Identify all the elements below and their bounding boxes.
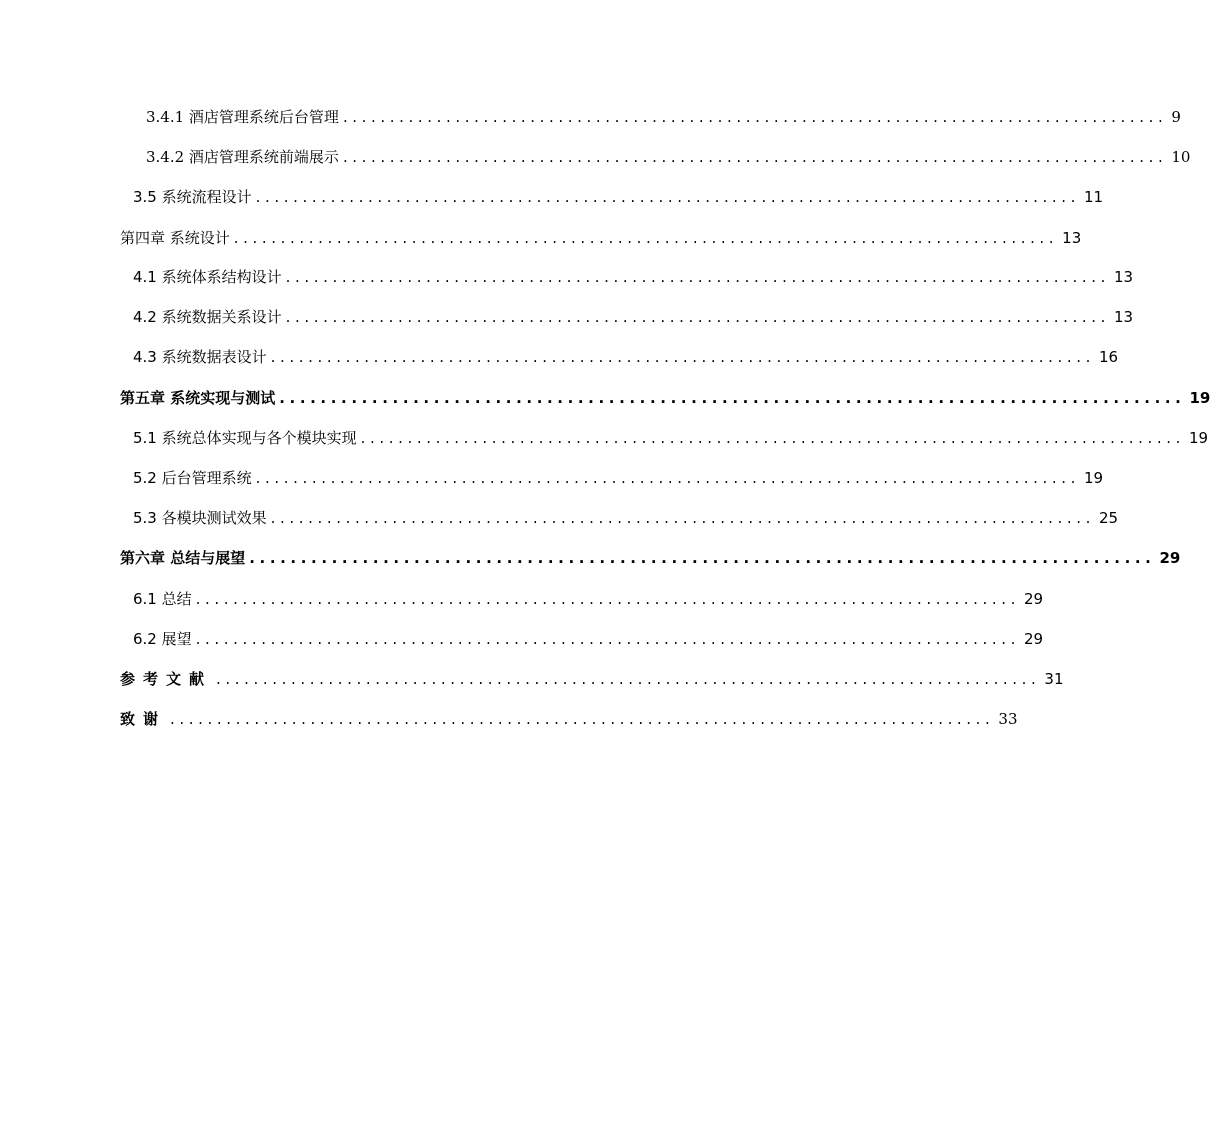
toc-entry-title: 4.3 系统数据表设计 — [133, 348, 267, 366]
toc-entry-title: 第六章 总结与展望 — [120, 549, 246, 567]
toc-entry-5-1[interactable] — [133, 428, 1209, 448]
toc-entry-page: 10 — [1171, 148, 1191, 166]
toc-entry-title: 5.3 各模块测试效果 — [133, 509, 267, 527]
toc-dot-leader: ........................................................................................ — [216, 670, 1041, 688]
toc-entry-title: 第五章 系统实现与测试 — [120, 389, 276, 407]
toc-entry-5-3[interactable] — [133, 508, 1119, 528]
toc-dot-leader: ........................................................................................ — [360, 429, 1186, 447]
toc-entry-page: 9 — [1171, 108, 1181, 126]
toc-dot-leader: ........................................................................................ — [285, 308, 1111, 326]
toc-entry-page: 33 — [998, 710, 1018, 728]
toc-entry-4-3[interactable] — [133, 347, 1119, 367]
toc-entry-4-2[interactable] — [133, 307, 1134, 327]
toc-entry-references[interactable] — [120, 669, 1064, 689]
toc-dot-leader: ........................................................................................ — [249, 549, 1156, 567]
toc-entry-title: 3.5 系统流程设计 — [133, 188, 252, 206]
toc-dot-leader: ........................................................................................ — [279, 389, 1186, 407]
toc-entry-3-4-2[interactable] — [146, 147, 1191, 167]
toc-dot-leader: ........................................................................................ — [255, 188, 1081, 206]
toc-dot-leader: ........................................................................................ — [233, 229, 1059, 247]
toc-entry-page: 19 — [1189, 389, 1210, 407]
toc-dot-leader: ........................................................................................ — [195, 590, 1021, 608]
toc-dot-leader: ........................................................................................ — [195, 630, 1021, 648]
toc-entry-title: 3.4.1 酒店管理系统后台管理 — [146, 108, 339, 126]
toc-entry-4-1[interactable] — [133, 267, 1134, 287]
toc-entry-chapter-4[interactable] — [120, 228, 1082, 248]
toc-entry-title: 4.2 系统数据关系设计 — [133, 308, 282, 326]
toc-entry-acknowledgements[interactable] — [120, 709, 1018, 729]
toc-entry-page: 31 — [1044, 670, 1064, 688]
toc-entry-title: 5.1 系统总体实现与各个模块实现 — [133, 429, 357, 447]
toc-entry-page: 13 — [1062, 229, 1082, 247]
toc-entry-title: 6.1 总结 — [133, 590, 192, 608]
toc-dot-leader: ........................................................................................ — [270, 509, 1096, 527]
toc-dot-leader: ........................................................................................ — [170, 710, 995, 728]
toc-dot-leader: ........................................................................................ — [255, 469, 1081, 487]
toc-entry-title: 6.2 展望 — [133, 630, 192, 648]
toc-entry-title: 参考文献 — [120, 670, 213, 688]
toc-entry-page: 19 — [1189, 429, 1209, 447]
toc-entry-chapter-6[interactable] — [120, 548, 1181, 568]
toc-entry-page: 29 — [1024, 590, 1044, 608]
toc-entry-page: 19 — [1084, 469, 1104, 487]
toc-dot-leader: ........................................................................................ — [285, 268, 1111, 286]
toc-entry-3-5[interactable] — [133, 187, 1104, 207]
toc-entry-6-2[interactable] — [133, 629, 1044, 649]
toc-entry-page: 11 — [1084, 188, 1104, 206]
toc-entry-page: 29 — [1159, 549, 1181, 567]
toc-entry-title: 致谢 — [120, 710, 167, 728]
toc-dot-leader: ........................................................................................ — [342, 108, 1168, 126]
toc-dot-leader: ........................................................................................ — [270, 348, 1096, 366]
toc-entry-5-2[interactable] — [133, 468, 1104, 488]
toc-entry-title: 3.4.2 酒店管理系统前端展示 — [146, 148, 339, 166]
toc-entry-page: 25 — [1099, 509, 1119, 527]
toc-entry-page: 29 — [1024, 630, 1044, 648]
toc-entry-chapter-5[interactable] — [120, 388, 1210, 408]
toc-entry-page: 16 — [1099, 348, 1119, 366]
toc-entry-page: 13 — [1114, 308, 1134, 326]
toc-entry-page: 13 — [1114, 268, 1134, 286]
toc-entry-title: 第四章 系统设计 — [120, 229, 230, 247]
toc-entry-3-4-1[interactable] — [146, 107, 1181, 127]
toc-entry-title: 4.1 系统体系结构设计 — [133, 268, 282, 286]
toc-dot-leader: ........................................................................................ — [342, 148, 1168, 166]
toc-entry-title: 5.2 后台管理系统 — [133, 469, 252, 487]
toc-entry-6-1[interactable] — [133, 589, 1044, 609]
